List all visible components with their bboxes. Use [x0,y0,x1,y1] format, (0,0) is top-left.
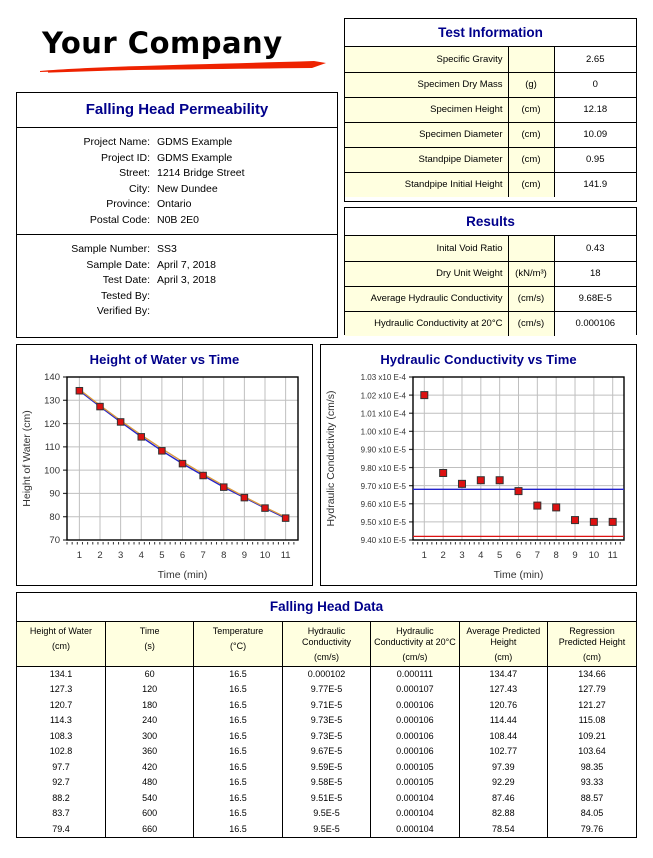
table-cell: 121.27 [548,697,636,713]
row-value: 0.43 [554,236,636,261]
table-cell: 114.3 [17,713,105,729]
info-label: Project ID: [100,151,150,164]
info-row [17,242,337,258]
row-value: 9.68E-5 [554,286,636,311]
table-cell: 127.3 [17,682,105,698]
data-point-marker [590,518,597,525]
table-row [345,172,636,197]
column-header: Hydraulic Conductivity (cm/s) [282,622,370,666]
info-label: Project Name: [83,136,150,148]
table-cell: 92.29 [459,775,547,791]
data-point-marker [282,515,289,522]
sample-details-group [17,235,337,326]
row-unit: (cm) [508,122,554,147]
info-row [17,166,337,182]
table-cell: 102.77 [459,744,547,760]
conductivity-vs-time-chart [320,344,637,586]
y-axis-tick-label: 90 [49,488,60,500]
table-cell: 16.5 [194,744,282,760]
table-row [345,311,636,336]
table-cell: 16.5 [194,666,282,682]
y-axis-tick-label: 9.70 x10 E-5 [360,481,406,491]
table-cell: 0.000105 [371,759,459,775]
table-cell: 120.7 [17,697,105,713]
chart-title: Hydraulic Conductivity vs Time [380,352,577,367]
data-point-marker [553,504,560,511]
table-header-row [17,622,636,666]
table-row [17,744,636,760]
table-cell: 134.47 [459,666,547,682]
table-cell: 480 [105,775,193,791]
data-table-title: Falling Head Data [17,593,636,622]
page-title: Falling Head Permeability [17,93,337,128]
table-cell: 9.51E-5 [282,790,370,806]
table-cell: 16.5 [194,775,282,791]
data-point-marker [440,469,447,476]
y-axis-title: Hydraulic Conductivity (cm/s) [325,390,337,527]
data-point-marker [496,477,503,484]
x-axis-tick-label: 8 [553,550,559,561]
info-label: Verified By: [96,305,150,317]
table-cell: 0.000107 [371,682,459,698]
test-information-title: Test Information [345,19,636,47]
column-header: Regression Predicted Height (cm) [548,622,636,666]
x-axis-tick-label: 6 [179,550,186,561]
y-axis-tick-label: 9.60 x10 E-5 [360,499,406,509]
y-axis-tick-label: 80 [49,511,60,523]
table-cell: 98.35 [548,759,636,775]
y-axis-tick-label: 1.03 x10 E-4 [360,373,406,383]
table-cell: 0.000104 [371,806,459,822]
info-value: New Dundee [157,182,218,195]
info-row [17,258,337,274]
table-cell: 93.33 [548,775,636,791]
table-row [345,261,636,286]
table-cell: 9.5E-5 [282,806,370,822]
table-cell: 360 [105,744,193,760]
table-cell: 84.05 [548,806,636,822]
table-cell: 108.3 [17,728,105,744]
x-axis-tick-label: 9 [241,550,248,561]
table-cell: 83.7 [17,806,105,822]
table-cell: 0.000105 [371,775,459,791]
x-axis-title: Time (min) [157,569,208,581]
column-header: Average Predicted Height (cm) [459,622,547,666]
info-value: GDMS Example [157,151,233,164]
table-cell: 78.54 [459,821,547,837]
row-value: 0.95 [554,147,636,172]
x-axis-tick-label: 10 [588,550,600,561]
results-table [344,207,637,335]
table-row [345,147,636,172]
row-label: Standpipe Initial Height [345,172,508,197]
x-axis-tick-label: 11 [280,550,291,561]
results-rows [345,236,636,336]
table-cell: 92.7 [17,775,105,791]
table-cell: 660 [105,821,193,837]
x-axis-tick-label: 4 [478,550,484,561]
data-point-marker [117,419,124,426]
table-row [345,72,636,97]
table-row [17,790,636,806]
data-point-marker [159,448,166,455]
y-axis-tick-label: 9.80 x10 E-5 [360,463,406,473]
x-axis-tick-label: 1 [76,550,83,561]
table-cell: 102.8 [17,744,105,760]
table-row [345,122,636,147]
info-label: Sample Date: [86,258,150,271]
conductivity-vs-time-plot [321,367,636,582]
y-axis-tick-label: 1.01 x10 E-4 [360,409,406,419]
logo-swoosh-icon [38,60,328,74]
project-details-group [17,128,337,235]
table-cell: 16.5 [194,806,282,822]
info-label: Postal Code: [89,213,150,226]
table-row [17,666,636,682]
info-label: Sample Number: [71,243,150,255]
info-row [17,304,337,320]
table-cell: 120.76 [459,697,547,713]
table-cell: 9.77E-5 [282,682,370,698]
data-point-marker [241,494,248,501]
y-axis-tick-label: 120 [44,418,60,430]
table-cell: 82.88 [459,806,547,822]
table-cell: 9.5E-5 [282,821,370,837]
row-value: 141.9 [554,172,636,197]
data-point-marker [515,488,522,495]
row-label: Specimen Height [345,97,508,122]
table-cell: 16.5 [194,682,282,698]
table-cell: 134.1 [17,666,105,682]
table-cell: 9.67E-5 [282,744,370,760]
table-cell: 540 [105,790,193,806]
table-cell: 127.79 [548,682,636,698]
table-cell: 16.5 [194,759,282,775]
info-row [17,197,337,213]
table-cell: 0.000104 [371,790,459,806]
table-cell: 0.000102 [282,666,370,682]
row-unit: (cm/s) [508,286,554,311]
row-unit [508,47,554,72]
x-axis-tick-label: 7 [200,550,206,561]
x-axis-tick-label: 5 [497,550,503,561]
row-value: 0 [554,72,636,97]
row-value: 2.65 [554,47,636,72]
height-vs-time-plot [17,367,312,582]
project-info-panel [16,92,338,338]
info-value: GDMS Example [157,136,233,148]
data-point-marker [609,518,616,525]
table-cell: 120 [105,682,193,698]
table-cell: 9.73E-5 [282,728,370,744]
row-unit: (g) [508,72,554,97]
table-cell: 9.59E-5 [282,759,370,775]
table-cell: 9.58E-5 [282,775,370,791]
row-label: Average Hydraulic Conductivity [345,286,508,311]
data-point-marker [97,403,104,410]
x-axis-tick-label: 3 [459,550,465,561]
row-label: Specimen Diameter [345,122,508,147]
table-cell: 0.000111 [371,666,459,682]
y-axis-tick-label: 100 [44,465,60,477]
info-value [157,289,337,305]
info-label: Province: [106,198,150,210]
falling-head-data-table [16,592,637,838]
info-row [17,289,337,305]
x-axis-title: Time (min) [493,569,544,581]
info-label: City: [129,182,150,195]
table-cell: 9.73E-5 [282,713,370,729]
table-row [345,286,636,311]
table-cell: 79.76 [548,821,636,837]
info-value: April 3, 2018 [157,274,216,286]
info-label: Test Date: [102,274,150,286]
row-label: Standpipe Diameter [345,147,508,172]
table-cell: 16.5 [194,713,282,729]
info-row [17,182,337,198]
x-axis-tick-label: 4 [138,550,144,561]
table-row [17,713,636,729]
table-cell: 0.000106 [371,728,459,744]
y-axis-tick-label: 130 [44,395,60,407]
table-row [345,97,636,122]
row-label: Specific Gravity [345,47,508,72]
y-axis-tick-label: 140 [44,372,60,384]
x-axis-tick-label: 11 [607,550,618,561]
row-value: 12.18 [554,97,636,122]
table-cell: 127.43 [459,682,547,698]
height-vs-time-chart [16,344,313,586]
row-label: Hydraulic Conductivity at 20°C [345,311,508,336]
info-value [157,304,337,320]
test-information-table [344,18,637,202]
results-title: Results [345,208,636,236]
y-axis-title: Height of Water (cm) [21,410,33,507]
table-cell: 97.7 [17,759,105,775]
x-axis-tick-label: 9 [572,550,578,561]
table-cell: 88.2 [17,790,105,806]
data-point-marker [221,484,228,491]
row-unit: (cm) [508,97,554,122]
table-cell: 109.21 [548,728,636,744]
table-cell: 115.08 [548,713,636,729]
table-cell: 0.000104 [371,821,459,837]
column-header: Height of Water (cm) [17,622,105,666]
data-point-marker [458,480,465,487]
table-cell: 134.66 [548,666,636,682]
table-cell: 114.44 [459,713,547,729]
x-axis-tick-label: 8 [221,550,227,561]
table-cell: 16.5 [194,821,282,837]
row-unit: (cm) [508,172,554,197]
table-row [17,759,636,775]
row-value: 0.000106 [554,311,636,336]
y-axis-tick-label: 70 [49,535,60,547]
table-cell: 16.5 [194,697,282,713]
x-axis-tick-label: 7 [534,550,540,561]
data-point-marker [534,502,541,509]
info-row [17,151,337,167]
info-row [17,273,337,289]
y-axis-tick-label: 1.00 x10 E-4 [360,427,406,437]
company-name: Your Company [42,26,283,60]
chart-title: Height of Water vs Time [89,352,240,367]
table-cell: 300 [105,728,193,744]
table-cell: 420 [105,759,193,775]
data-point-marker [421,392,428,399]
info-value: April 7, 2018 [157,258,216,271]
table-body [17,666,636,837]
row-label: Specimen Dry Mass [345,72,508,97]
info-value: SS3 [157,243,177,255]
row-value: 10.09 [554,122,636,147]
x-axis-tick-label: 2 [97,550,103,561]
row-label: Dry Unit Weight [345,261,508,286]
test-information-rows [345,47,636,197]
y-axis-tick-label: 9.50 x10 E-5 [360,518,406,528]
table-cell: 79.4 [17,821,105,837]
table-cell: 600 [105,806,193,822]
table-cell: 97.39 [459,759,547,775]
table-cell: 16.5 [194,728,282,744]
data-point-marker [76,387,83,394]
row-unit: (kN/m³) [508,261,554,286]
row-unit: (cm) [508,147,554,172]
data-point-marker [179,460,186,467]
data-point-marker [138,434,145,441]
info-row [17,213,337,229]
x-axis-tick-label: 5 [159,550,165,561]
y-axis-tick-label: 110 [44,442,60,454]
info-label: Street: [119,167,150,179]
table-row [17,775,636,791]
table-row [17,697,636,713]
y-axis-tick-label: 9.40 x10 E-5 [360,536,406,546]
table-row [17,728,636,744]
table-cell: 87.46 [459,790,547,806]
info-value: 1214 Bridge Street [157,167,245,179]
table-row [17,806,636,822]
row-unit: (cm/s) [508,311,554,336]
row-value: 18 [554,261,636,286]
table-cell: 88.57 [548,790,636,806]
row-unit [508,236,554,261]
column-header: Time (s) [105,622,193,666]
info-row [17,135,337,151]
column-header: Hydraulic Conductivity at 20°C (cm/s) [371,622,459,666]
x-axis-tick-label: 1 [421,550,427,561]
data-point-marker [477,477,484,484]
table-cell: 108.44 [459,728,547,744]
table-cell: 240 [105,713,193,729]
table-row [17,821,636,837]
y-axis-tick-label: 9.90 x10 E-5 [360,445,406,455]
table-cell: 180 [105,697,193,713]
table-cell: 0.000106 [371,697,459,713]
data-point-marker [572,517,579,524]
table-row [345,47,636,72]
x-axis-tick-label: 2 [440,550,446,561]
table-cell: 60 [105,666,193,682]
table-row [17,682,636,698]
info-label: Tested By: [100,289,150,302]
x-axis-tick-label: 6 [515,550,522,561]
table-cell: 103.64 [548,744,636,760]
table-cell: 0.000106 [371,744,459,760]
table-cell: 9.71E-5 [282,697,370,713]
column-header: Temperature (°C) [194,622,282,666]
x-axis-tick-label: 3 [117,550,124,561]
table-cell: 0.000106 [371,713,459,729]
info-value: Ontario [157,198,192,210]
data-point-marker [262,505,269,512]
table-row [345,236,636,261]
data-point-marker [200,472,207,479]
x-axis-tick-label: 10 [259,550,271,561]
row-label: Inital Void Ratio [345,236,508,261]
table-cell: 16.5 [194,790,282,806]
y-axis-tick-label: 1.02 x10 E-4 [360,391,406,401]
company-logo [16,18,338,80]
info-value: N0B 2E0 [157,213,200,226]
